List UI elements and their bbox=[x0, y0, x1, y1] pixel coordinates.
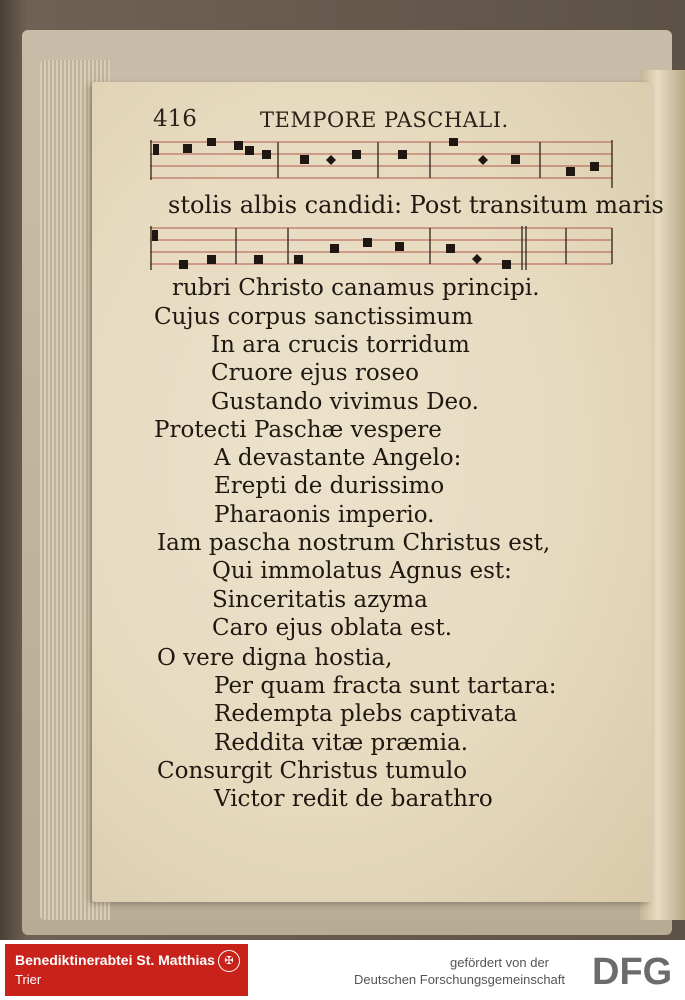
page-number: 416 bbox=[153, 106, 197, 132]
funding-note: gefördert von der bbox=[450, 955, 550, 970]
dfg-logo-text: DFG bbox=[592, 951, 673, 990]
verse-line: O vere digna hostia, bbox=[157, 645, 393, 671]
verse-line: Reddita vitæ præmia. bbox=[214, 730, 469, 756]
lyric-line-2: rubri Christo canamus principi. bbox=[172, 275, 540, 301]
institution-logo[interactable] bbox=[5, 944, 248, 996]
abbey-emblem-icon: ✠ bbox=[218, 950, 240, 972]
verse-line: Per quam fracta sunt tartara: bbox=[214, 673, 557, 699]
verse-line: Victor redit de barathro bbox=[214, 786, 493, 812]
dfg-logo-icon[interactable] bbox=[592, 950, 676, 990]
verse-line: Caro ejus oblata est. bbox=[212, 615, 453, 641]
running-title: TEMPORE PASCHALI. bbox=[260, 108, 509, 132]
verse-line: Erepti de durissimo bbox=[214, 473, 445, 499]
music-staff-1 bbox=[150, 138, 615, 190]
verse-line: Protecti Paschæ vespere bbox=[154, 417, 442, 443]
verse-line: Gustando vivimus Deo. bbox=[211, 389, 479, 415]
verse-line: Cruore ejus roseo bbox=[211, 360, 419, 386]
music-staff-2 bbox=[150, 222, 615, 274]
institution-city: Trier bbox=[15, 972, 42, 987]
institution-name: Benediktinerabtei St. Matthias bbox=[15, 952, 215, 968]
verse-line: In ara crucis torridum bbox=[211, 332, 470, 358]
running-head bbox=[0, 106, 685, 136]
verse-line: A devastante Angelo: bbox=[214, 445, 462, 471]
verse-line: Sinceritatis azyma bbox=[212, 587, 428, 613]
verse-line: Cujus corpus sanctissimum bbox=[154, 304, 474, 330]
verse-line: Redempta plebs captivata bbox=[214, 701, 518, 727]
funder-name: Deutschen Forschungsgemeinschaft bbox=[354, 972, 566, 987]
verse-line: Pharaonis imperio. bbox=[214, 502, 435, 528]
footer-bar bbox=[0, 940, 685, 1000]
verse-line: Consurgit Christus tumulo bbox=[157, 758, 468, 784]
lyric-line-1: stolis albis candidi: Post transitum maris bbox=[168, 191, 664, 219]
verse-line: Iam pascha nostrum Christus est, bbox=[157, 530, 551, 556]
verse-line: Qui immolatus Agnus est: bbox=[212, 558, 512, 584]
